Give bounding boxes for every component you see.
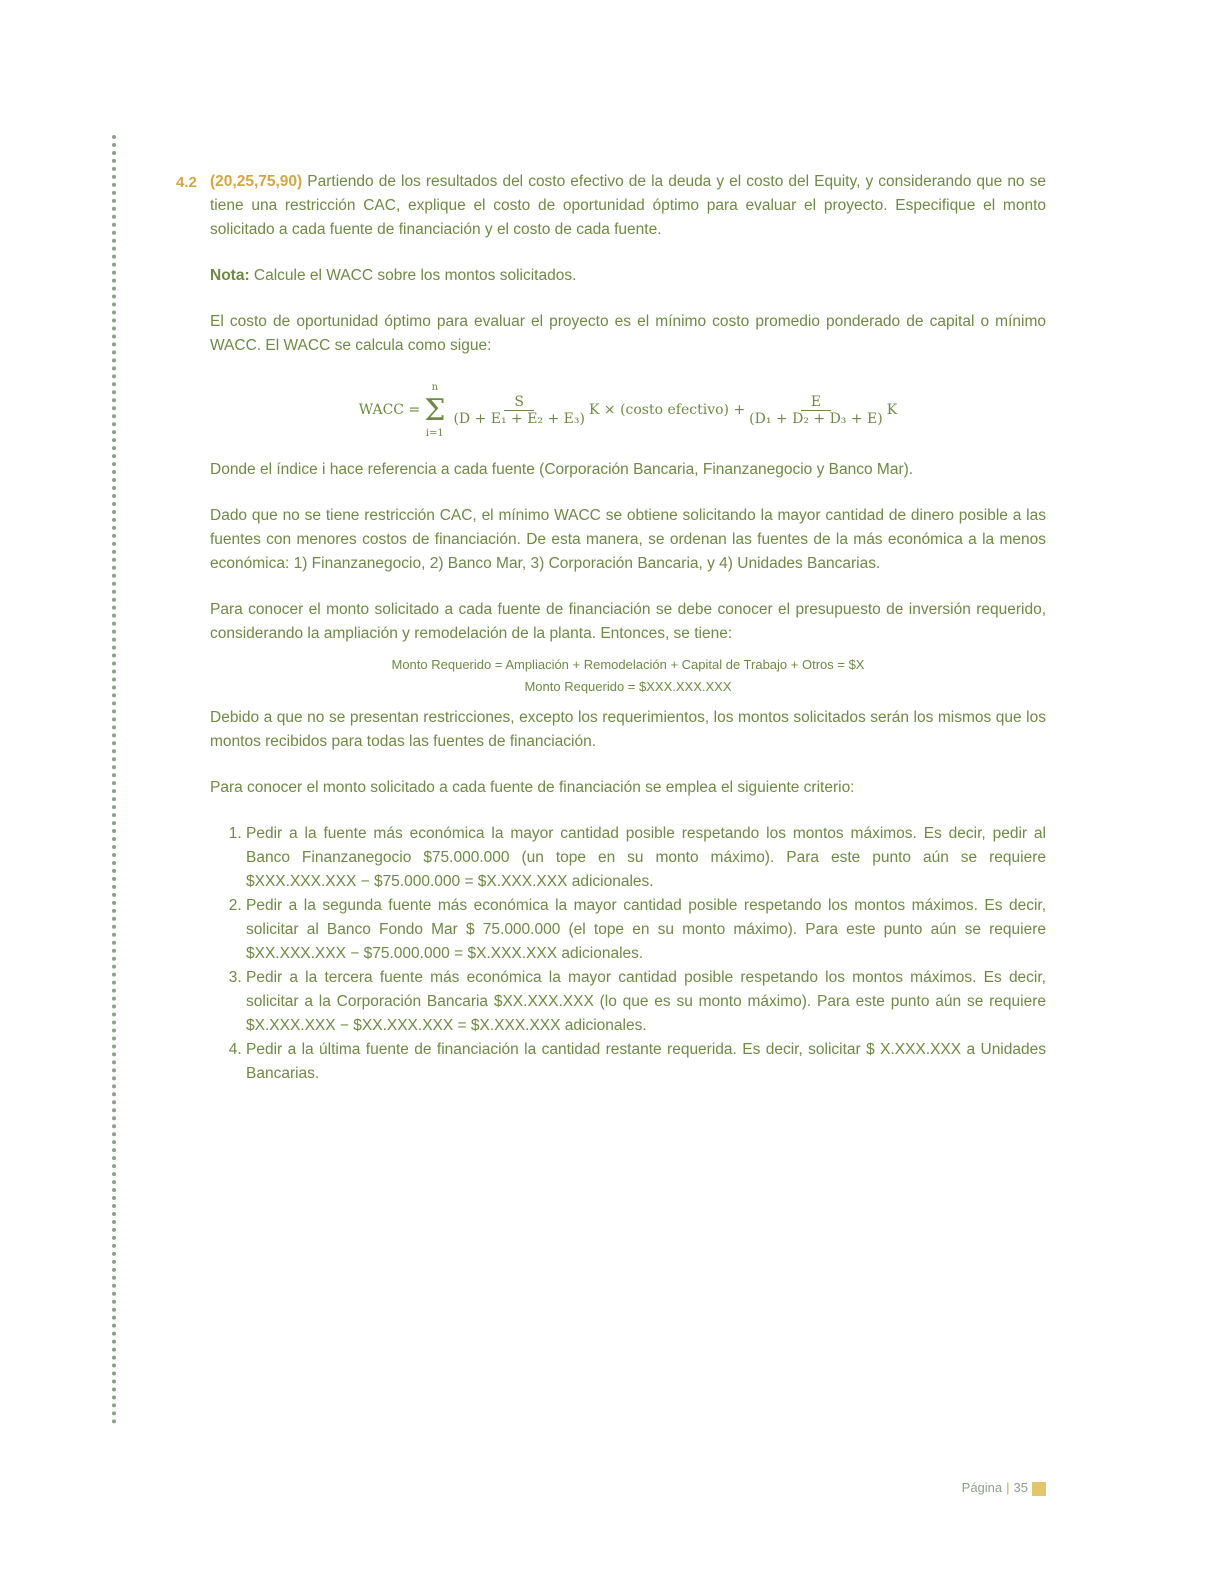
page-footer xyxy=(900,1480,1046,1496)
question-text: Partiendo de los resultados del costo efectivo de la deuda y el costo del Equity, y considerando que no se tiene una restricción CAC, explique el costo de oportunidad óptimo para evaluar el proyecto. Especifique el monto solicitado a cada fuente de financiación y el costo de cada fuente. xyxy=(210,173,1046,238)
sigma-symbol: Σ xyxy=(424,392,446,428)
note-label: Nota: xyxy=(210,267,250,284)
list-item: 2. Pedir a la segunda fuente más económica la mayor cantidad posible respetando los montos máximos. Es decir, solicitar al Banco Fondo Mar $ 75.000.000 (el tope en su monto máximo). Para este punto aún se requiere $XX.XXX.XXX − $75.000.000 = $X.XXX.XXX adicionales. xyxy=(246,894,1046,966)
formula-middle: K × (costo efectivo) + xyxy=(588,402,746,418)
formula-fraction-1-num: S xyxy=(504,394,534,411)
formula-lhs: WACC = xyxy=(358,402,421,418)
formula-fraction-2 xyxy=(749,394,883,427)
page-number: 35 xyxy=(1013,1480,1028,1495)
list-item: 1. Pedir a la fuente más económica la mayor cantidad posible respetando los montos máximos. Es decir, pedir al Banco Finanzanegocio $75.000.000 (un tope en su monto máximo). Para este punto aún se requiere $XXX.XXX.XXX − $75.000.000 = $X.XXX.XXX adicionales. xyxy=(246,822,1046,894)
question-number: 4.2 xyxy=(176,174,197,191)
question-tag: (20,25,75,90) xyxy=(210,173,303,190)
criteria-list xyxy=(210,822,1046,1086)
formula-fraction-2-den: (D₁ + D₂ + D₃ + E) xyxy=(749,410,883,427)
footer-accent-square xyxy=(1032,1482,1046,1496)
footer-label: Página xyxy=(961,1480,1003,1495)
formula-fraction-1 xyxy=(453,394,585,427)
formula-fraction-1-den: (D + E₁ + E₂ + E₃) xyxy=(453,410,585,427)
equation-line-1: Monto Requerido = Ampliación + Remodelación + Capital de Trabajo + Otros = $X xyxy=(391,657,865,672)
paragraph-index-note: Donde el índice i hace referencia a cada fuente (Corporación Bancaria, Finanzanegocio y Banco Mar). xyxy=(210,461,914,478)
formula-sum-bottom: i=1 xyxy=(425,427,444,439)
list-item: 3. Pedir a la tercera fuente más económica la mayor cantidad posible respetando los montos máximos. Es decir, solicitar a la Corporación Bancaria $XX.XXX.XXX (lo que es su monto máximo). Para este punto aún se requiere $X.XXX.XXX − $XX.XXX.XXX = $X.XXX.XXX adicionales. xyxy=(246,966,1046,1038)
note-paragraph xyxy=(210,264,1046,288)
question-paragraph xyxy=(210,170,1046,242)
formula-sum-top: n xyxy=(431,381,439,393)
list-item: 4. Pedir a la última fuente de financiación la cantidad restante requerida. Es decir, solicitar $ X.XXX.XXX a Unidades Bancarias. xyxy=(246,1038,1046,1086)
formula-sum xyxy=(420,382,449,439)
formula-tail: K xyxy=(886,402,898,418)
wacc-formula xyxy=(210,372,1046,448)
note-text: Calcule el WACC sobre los montos solicitados. xyxy=(253,267,577,284)
paragraph-ordering: Dado que no se tiene restricción CAC, el mínimo WACC se obtiene solicitando la mayor cantidad de dinero posible a las fuentes con menores costos de financiación. De esta manera, se ordenan las fuentes de la más económica a la menos económica: 1) Finanzanegocio, 2) Banco Mar, 3) Corporación Bancaria, y 4) Unidades Bancarias. xyxy=(210,507,1046,572)
budget-equations xyxy=(210,654,1046,698)
footer-separator: | xyxy=(1006,1480,1010,1495)
equation-line-2: Monto Requerido = $XXX.XXX.XXX xyxy=(524,679,732,694)
paragraph-wacc-intro: El costo de oportunidad óptimo para evaluar el proyecto es el mínimo costo promedio ponderado de capital o mínimo WACC. El WACC se calcula como sigue: xyxy=(210,313,1046,354)
formula-fraction-2-num: E xyxy=(801,394,831,411)
margin-dotted-line xyxy=(112,135,116,1425)
document-body xyxy=(210,170,1046,1086)
paragraph-no-restrictions: Debido a que no se presentan restricciones, excepto los requerimientos, los montos solicitados serán los mismos que los montos recibidos para todas las fuentes de financiación. xyxy=(210,709,1046,750)
paragraph-budget: Para conocer el monto solicitado a cada fuente de financiación se debe conocer el presupuesto de inversión requerido, considerando la ampliación y remodelación de la planta. Entonces, se tiene: xyxy=(210,601,1046,642)
paragraph-criteria-intro: Para conocer el monto solicitado a cada fuente de financiación se emplea el siguiente criterio: xyxy=(210,779,855,796)
